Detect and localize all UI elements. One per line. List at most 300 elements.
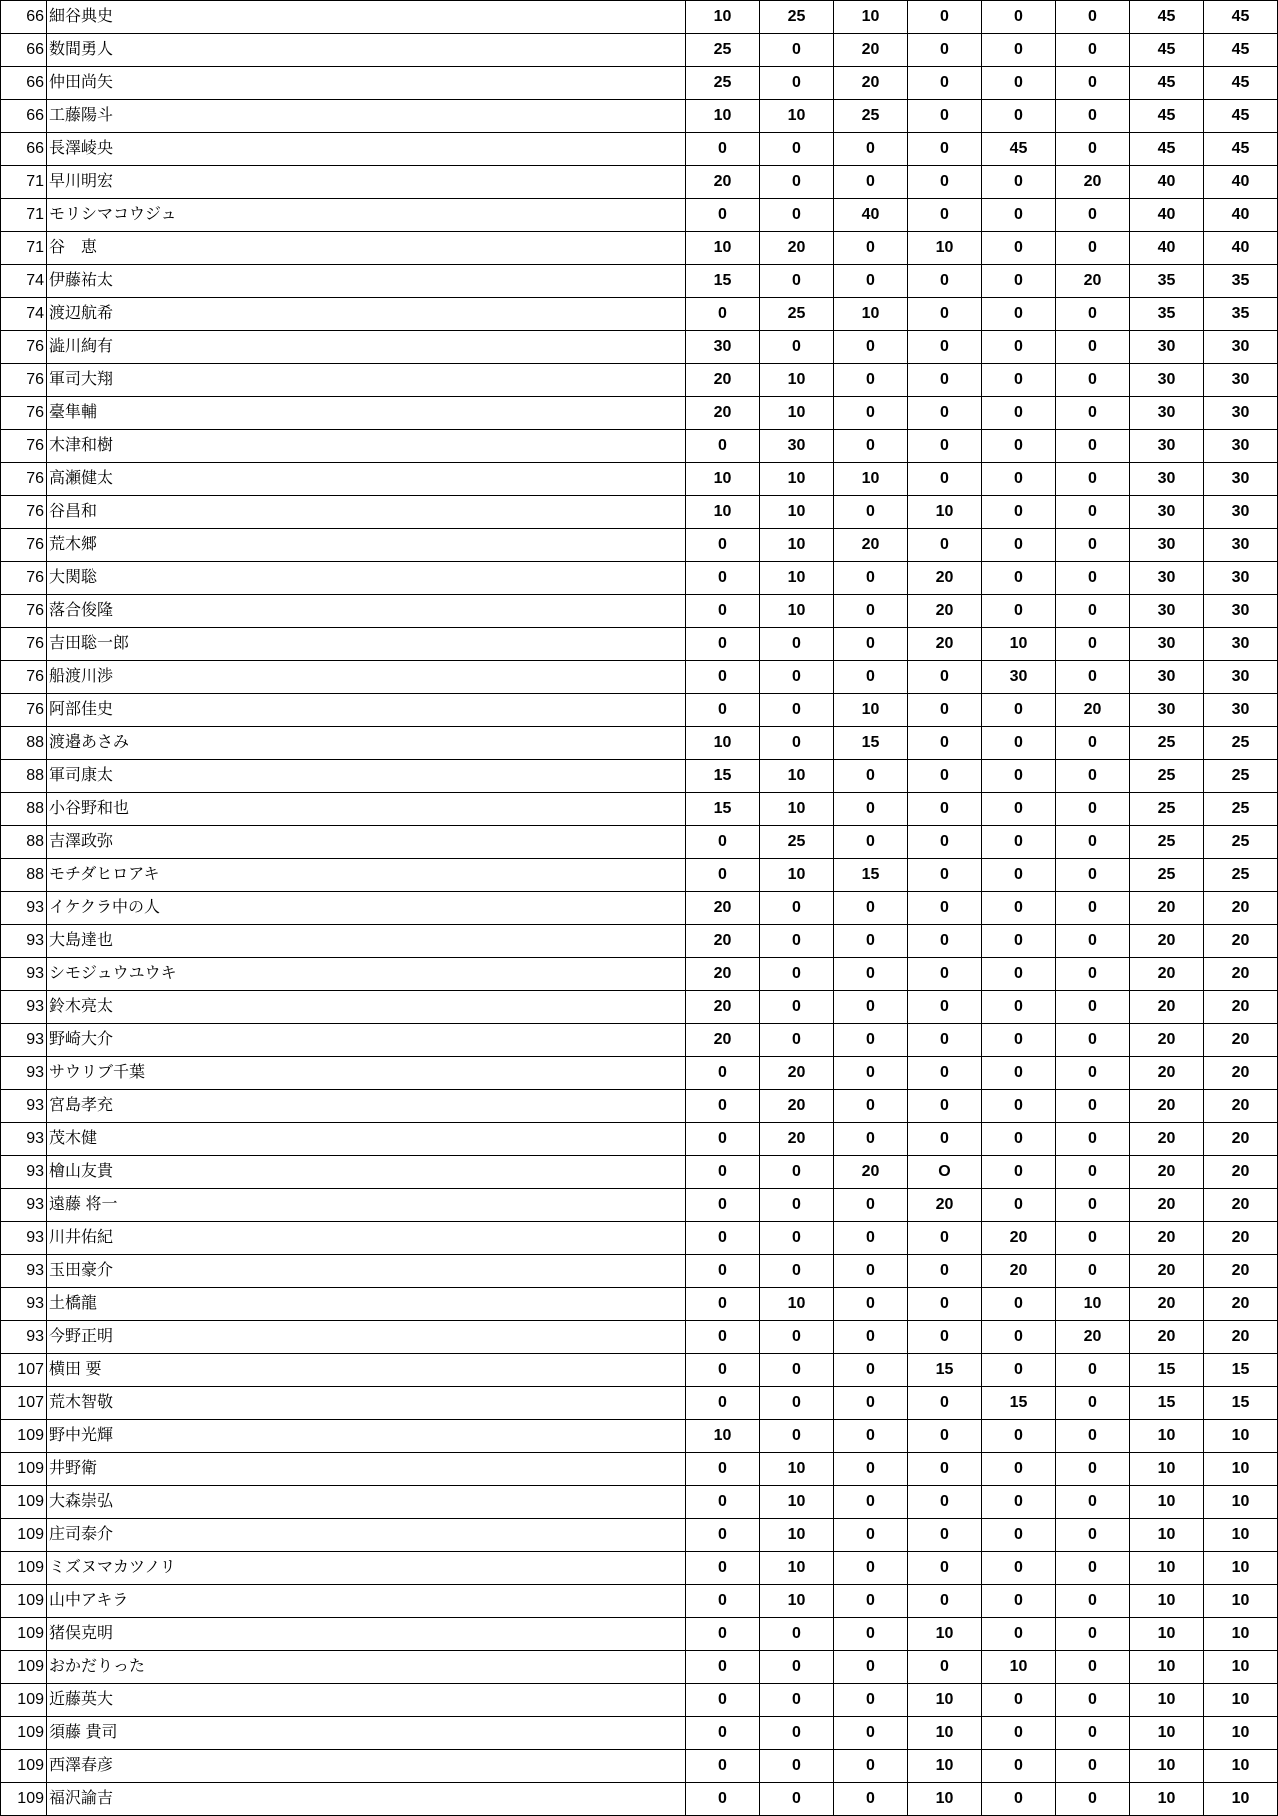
round-points-cell: 0	[686, 1552, 760, 1585]
player-name-cell: 木津和樹	[47, 430, 196, 463]
round-points-cell: 0	[1056, 925, 1130, 958]
round-points-cell: 0	[834, 1387, 908, 1420]
player-name-cell: 船渡川渉	[47, 661, 196, 694]
table-row	[1, 166, 1278, 199]
empty-cell	[196, 133, 686, 166]
round-points-cell: 0	[1056, 199, 1130, 232]
round-points-cell: 0	[1056, 760, 1130, 793]
empty-cell	[196, 1057, 686, 1090]
table-row	[1, 100, 1278, 133]
total-points-cell: 25	[1130, 826, 1204, 859]
round-points-cell: 10	[908, 1717, 982, 1750]
rank-cell: 109	[1, 1684, 47, 1717]
table-row	[1, 529, 1278, 562]
round-points-cell: 0	[908, 1453, 982, 1486]
round-points-cell: 0	[982, 892, 1056, 925]
round-points-cell: 0	[834, 1783, 908, 1816]
round-points-cell: 10	[686, 232, 760, 265]
round-points-cell: 0	[1056, 1618, 1130, 1651]
round-points-cell: 20	[686, 991, 760, 1024]
rank-cell: 71	[1, 166, 47, 199]
rank-cell: 76	[1, 430, 47, 463]
empty-cell	[196, 1750, 686, 1783]
table-row	[1, 331, 1278, 364]
rank-cell: 107	[1, 1387, 47, 1420]
round-points-cell: 0	[686, 1090, 760, 1123]
round-points-cell: 0	[1056, 529, 1130, 562]
empty-cell	[196, 727, 686, 760]
round-points-cell: 0	[760, 331, 834, 364]
round-points-cell: 0	[982, 1486, 1056, 1519]
round-points-cell: 0	[834, 397, 908, 430]
round-points-cell: 0	[982, 859, 1056, 892]
empty-cell	[196, 826, 686, 859]
total-points-cell: 30	[1130, 694, 1204, 727]
round-points-cell: 0	[982, 529, 1056, 562]
player-name-cell: 伊藤祐太	[47, 265, 196, 298]
round-points-cell: 20	[686, 925, 760, 958]
total-points-cell: 20	[1130, 958, 1204, 991]
rank-cell: 71	[1, 199, 47, 232]
round-points-cell: 0	[908, 958, 982, 991]
rank-cell: 66	[1, 34, 47, 67]
empty-cell	[196, 562, 686, 595]
round-points-cell: 0	[908, 199, 982, 232]
round-points-cell: 10	[686, 100, 760, 133]
empty-cell	[196, 1288, 686, 1321]
round-points-cell: 15	[908, 1354, 982, 1387]
total-points-cell: 30	[1204, 595, 1278, 628]
round-points-cell: 0	[1056, 1, 1130, 34]
player-name-cell: 長澤崚央	[47, 133, 196, 166]
player-name-cell: 玉田豪介	[47, 1255, 196, 1288]
round-points-cell: 0	[1056, 1420, 1130, 1453]
table-row	[1, 925, 1278, 958]
total-points-cell: 20	[1130, 1123, 1204, 1156]
round-points-cell: 10	[760, 1585, 834, 1618]
empty-cell	[196, 628, 686, 661]
round-points-cell: 0	[834, 1288, 908, 1321]
round-points-cell: 0	[1056, 133, 1130, 166]
round-points-cell: 0	[1056, 1684, 1130, 1717]
round-points-cell: 0	[982, 1, 1056, 34]
total-points-cell: 45	[1130, 133, 1204, 166]
round-points-cell: 0	[834, 1354, 908, 1387]
rank-cell: 74	[1, 265, 47, 298]
empty-cell	[196, 34, 686, 67]
round-points-cell: 20	[834, 67, 908, 100]
total-points-cell: 30	[1130, 397, 1204, 430]
round-points-cell: 10	[834, 1, 908, 34]
rank-cell: 76	[1, 661, 47, 694]
total-points-cell: 20	[1204, 991, 1278, 1024]
empty-cell	[196, 232, 686, 265]
rank-cell: 93	[1, 958, 47, 991]
table-row	[1, 1420, 1278, 1453]
player-name-cell: 数間勇人	[47, 34, 196, 67]
player-name-cell: 工藤陽斗	[47, 100, 196, 133]
round-points-cell: 0	[834, 958, 908, 991]
round-points-cell: 0	[908, 1321, 982, 1354]
player-name-cell: シモジュウユウキ	[47, 958, 196, 991]
total-points-cell: 10	[1204, 1453, 1278, 1486]
rank-cell: 76	[1, 529, 47, 562]
empty-cell	[196, 397, 686, 430]
round-points-cell: 15	[686, 265, 760, 298]
round-points-cell: 0	[686, 430, 760, 463]
round-points-cell: 0	[908, 793, 982, 826]
round-points-cell: 0	[908, 364, 982, 397]
round-points-cell: 0	[1056, 991, 1130, 1024]
table-row	[1, 1222, 1278, 1255]
rank-cell: 76	[1, 694, 47, 727]
table-row	[1, 1387, 1278, 1420]
empty-cell	[196, 892, 686, 925]
total-points-cell: 10	[1204, 1585, 1278, 1618]
round-points-cell: 0	[760, 1783, 834, 1816]
total-points-cell: 35	[1204, 298, 1278, 331]
round-points-cell: 0	[908, 1057, 982, 1090]
rank-cell: 93	[1, 1057, 47, 1090]
round-points-cell: 10	[908, 232, 982, 265]
total-points-cell: 30	[1204, 562, 1278, 595]
total-points-cell: 45	[1130, 34, 1204, 67]
table-row	[1, 958, 1278, 991]
table-row	[1, 1057, 1278, 1090]
empty-cell	[196, 199, 686, 232]
round-points-cell: O	[908, 1156, 982, 1189]
table-row	[1, 67, 1278, 100]
total-points-cell: 45	[1204, 100, 1278, 133]
table-row	[1, 1651, 1278, 1684]
total-points-cell: 20	[1130, 1024, 1204, 1057]
total-points-cell: 20	[1130, 1255, 1204, 1288]
round-points-cell: 0	[834, 166, 908, 199]
player-name-cell: 猪俣克明	[47, 1618, 196, 1651]
table-row	[1, 859, 1278, 892]
round-points-cell: 0	[982, 562, 1056, 595]
round-points-cell: 0	[1056, 430, 1130, 463]
round-points-cell: 15	[834, 859, 908, 892]
round-points-cell: 30	[686, 331, 760, 364]
total-points-cell: 35	[1130, 265, 1204, 298]
rank-cell: 109	[1, 1585, 47, 1618]
round-points-cell: 0	[908, 892, 982, 925]
round-points-cell: 20	[760, 1057, 834, 1090]
round-points-cell: 0	[834, 1486, 908, 1519]
round-points-cell: 10	[908, 1684, 982, 1717]
rank-cell: 93	[1, 991, 47, 1024]
rank-cell: 109	[1, 1717, 47, 1750]
player-name-cell: 福沢諭吉	[47, 1783, 196, 1816]
round-points-cell: 0	[908, 1123, 982, 1156]
round-points-cell: 0	[760, 1354, 834, 1387]
round-points-cell: 0	[908, 1420, 982, 1453]
round-points-cell: 0	[834, 1420, 908, 1453]
total-points-cell: 10	[1130, 1684, 1204, 1717]
round-points-cell: 10	[908, 1618, 982, 1651]
total-points-cell: 25	[1204, 859, 1278, 892]
total-points-cell: 20	[1204, 1288, 1278, 1321]
round-points-cell: 0	[982, 595, 1056, 628]
round-points-cell: 0	[982, 1684, 1056, 1717]
total-points-cell: 30	[1130, 529, 1204, 562]
round-points-cell: 0	[982, 1750, 1056, 1783]
round-points-cell: 10	[908, 496, 982, 529]
total-points-cell: 30	[1204, 529, 1278, 562]
round-points-cell: 10	[686, 496, 760, 529]
round-points-cell: 0	[1056, 100, 1130, 133]
round-points-cell: 0	[760, 1156, 834, 1189]
round-points-cell: 0	[760, 1387, 834, 1420]
round-points-cell: 0	[760, 199, 834, 232]
total-points-cell: 10	[1204, 1684, 1278, 1717]
empty-cell	[196, 694, 686, 727]
round-points-cell: 0	[834, 331, 908, 364]
total-points-cell: 20	[1204, 958, 1278, 991]
round-points-cell: 0	[1056, 364, 1130, 397]
table-row	[1, 1123, 1278, 1156]
round-points-cell: 0	[686, 628, 760, 661]
total-points-cell: 20	[1204, 1057, 1278, 1090]
total-points-cell: 20	[1204, 1024, 1278, 1057]
round-points-cell: 0	[686, 1189, 760, 1222]
round-points-cell: 20	[834, 1156, 908, 1189]
round-points-cell: 0	[834, 1552, 908, 1585]
round-points-cell: 0	[1056, 1156, 1130, 1189]
round-points-cell: 0	[686, 1750, 760, 1783]
total-points-cell: 30	[1204, 661, 1278, 694]
round-points-cell: 0	[1056, 562, 1130, 595]
round-points-cell: 20	[760, 232, 834, 265]
rank-cell: 109	[1, 1618, 47, 1651]
round-points-cell: 0	[686, 1057, 760, 1090]
empty-cell	[196, 925, 686, 958]
round-points-cell: 0	[982, 298, 1056, 331]
round-points-cell: 0	[908, 133, 982, 166]
table-row	[1, 1321, 1278, 1354]
player-name-cell: 茂木健	[47, 1123, 196, 1156]
table-row	[1, 232, 1278, 265]
round-points-cell: 0	[1056, 892, 1130, 925]
rank-cell: 66	[1, 133, 47, 166]
player-name-cell: 宮島孝充	[47, 1090, 196, 1123]
table-row	[1, 1453, 1278, 1486]
rank-cell: 88	[1, 760, 47, 793]
round-points-cell: 0	[1056, 595, 1130, 628]
total-points-cell: 20	[1204, 1255, 1278, 1288]
round-points-cell: 0	[834, 562, 908, 595]
total-points-cell: 30	[1130, 562, 1204, 595]
total-points-cell: 25	[1204, 793, 1278, 826]
empty-cell	[196, 1321, 686, 1354]
round-points-cell: 0	[982, 925, 1056, 958]
total-points-cell: 20	[1204, 1123, 1278, 1156]
round-points-cell: 0	[982, 1618, 1056, 1651]
round-points-cell: 0	[982, 199, 1056, 232]
round-points-cell: 0	[982, 430, 1056, 463]
round-points-cell: 0	[760, 694, 834, 727]
round-points-cell: 20	[760, 1123, 834, 1156]
round-points-cell: 0	[686, 1453, 760, 1486]
empty-cell	[196, 1717, 686, 1750]
table-row	[1, 1090, 1278, 1123]
round-points-cell: 10	[760, 1486, 834, 1519]
rank-cell: 88	[1, 727, 47, 760]
round-points-cell: 0	[982, 760, 1056, 793]
round-points-cell: 0	[1056, 1189, 1130, 1222]
total-points-cell: 20	[1204, 892, 1278, 925]
round-points-cell: 0	[834, 661, 908, 694]
rank-cell: 76	[1, 595, 47, 628]
empty-cell	[196, 1783, 686, 1816]
table-row	[1, 661, 1278, 694]
round-points-cell: 0	[1056, 397, 1130, 430]
round-points-cell: 25	[760, 1, 834, 34]
round-points-cell: 0	[834, 1123, 908, 1156]
rank-cell: 109	[1, 1651, 47, 1684]
total-points-cell: 10	[1130, 1519, 1204, 1552]
player-name-cell: 荒木郷	[47, 529, 196, 562]
total-points-cell: 45	[1204, 67, 1278, 100]
round-points-cell: 0	[686, 1156, 760, 1189]
round-points-cell: 0	[760, 1321, 834, 1354]
total-points-cell: 10	[1204, 1486, 1278, 1519]
rank-cell: 76	[1, 463, 47, 496]
table-row	[1, 1354, 1278, 1387]
rank-cell: 93	[1, 1288, 47, 1321]
rank-cell: 66	[1, 67, 47, 100]
round-points-cell: 0	[982, 1585, 1056, 1618]
total-points-cell: 25	[1130, 793, 1204, 826]
round-points-cell: 0	[982, 232, 1056, 265]
player-name-cell: 早川明宏	[47, 166, 196, 199]
round-points-cell: 0	[908, 1255, 982, 1288]
round-points-cell: 0	[908, 1222, 982, 1255]
empty-cell	[196, 1387, 686, 1420]
round-points-cell: 30	[760, 430, 834, 463]
empty-cell	[196, 1354, 686, 1387]
table-row	[1, 1189, 1278, 1222]
rank-cell: 109	[1, 1453, 47, 1486]
round-points-cell: 0	[908, 529, 982, 562]
round-points-cell: 10	[760, 562, 834, 595]
round-points-cell: 10	[760, 595, 834, 628]
total-points-cell: 20	[1204, 1156, 1278, 1189]
total-points-cell: 25	[1204, 727, 1278, 760]
round-points-cell: 30	[982, 661, 1056, 694]
round-points-cell: 0	[1056, 331, 1130, 364]
round-points-cell: 0	[1056, 1750, 1130, 1783]
table-row	[1, 265, 1278, 298]
empty-cell	[196, 1453, 686, 1486]
total-points-cell: 30	[1130, 661, 1204, 694]
round-points-cell: 0	[686, 199, 760, 232]
total-points-cell: 30	[1204, 331, 1278, 364]
empty-cell	[196, 463, 686, 496]
total-points-cell: 30	[1130, 364, 1204, 397]
player-name-cell: 大島達也	[47, 925, 196, 958]
round-points-cell: 0	[1056, 34, 1130, 67]
table-row	[1, 1288, 1278, 1321]
total-points-cell: 10	[1130, 1453, 1204, 1486]
empty-cell	[196, 298, 686, 331]
round-points-cell: 10	[760, 760, 834, 793]
round-points-cell: 0	[982, 265, 1056, 298]
round-points-cell: 10	[834, 463, 908, 496]
player-name-cell: 吉澤政弥	[47, 826, 196, 859]
table-row	[1, 892, 1278, 925]
round-points-cell: 0	[1056, 1123, 1130, 1156]
total-points-cell: 30	[1204, 496, 1278, 529]
round-points-cell: 15	[834, 727, 908, 760]
empty-cell	[196, 1519, 686, 1552]
round-points-cell: 10	[908, 1783, 982, 1816]
round-points-cell: 0	[834, 1255, 908, 1288]
round-points-cell: 0	[982, 991, 1056, 1024]
round-points-cell: 0	[834, 430, 908, 463]
round-points-cell: 0	[982, 727, 1056, 760]
round-points-cell: 0	[1056, 1552, 1130, 1585]
round-points-cell: 0	[686, 1486, 760, 1519]
round-points-cell: 0	[1056, 1783, 1130, 1816]
round-points-cell: 0	[834, 1321, 908, 1354]
round-points-cell: 0	[982, 364, 1056, 397]
table-row	[1, 760, 1278, 793]
round-points-cell: 0	[686, 1321, 760, 1354]
player-name-cell: 遠藤 将一	[47, 1189, 196, 1222]
round-points-cell: 10	[686, 463, 760, 496]
round-points-cell: 0	[760, 1618, 834, 1651]
round-points-cell: 0	[982, 1288, 1056, 1321]
round-points-cell: 10	[834, 694, 908, 727]
empty-cell	[196, 1486, 686, 1519]
rank-cell: 76	[1, 562, 47, 595]
table-row	[1, 1750, 1278, 1783]
round-points-cell: 0	[834, 1090, 908, 1123]
player-name-cell: 谷 恵	[47, 232, 196, 265]
round-points-cell: 0	[908, 1288, 982, 1321]
round-points-cell: 0	[686, 1783, 760, 1816]
player-name-cell: 山中アキラ	[47, 1585, 196, 1618]
round-points-cell: 45	[982, 133, 1056, 166]
round-points-cell: 0	[982, 826, 1056, 859]
rank-cell: 66	[1, 100, 47, 133]
round-points-cell: 0	[1056, 1090, 1130, 1123]
rank-cell: 109	[1, 1552, 47, 1585]
round-points-cell: 0	[760, 67, 834, 100]
round-points-cell: 0	[834, 133, 908, 166]
total-points-cell: 10	[1130, 1618, 1204, 1651]
rank-cell: 109	[1, 1486, 47, 1519]
round-points-cell: 10	[686, 1420, 760, 1453]
player-name-cell: イケクラ中の人	[47, 892, 196, 925]
player-name-cell: 西澤春彦	[47, 1750, 196, 1783]
round-points-cell: 0	[760, 727, 834, 760]
total-points-cell: 30	[1130, 496, 1204, 529]
empty-cell	[196, 496, 686, 529]
empty-cell	[196, 67, 686, 100]
total-points-cell: 10	[1204, 1519, 1278, 1552]
player-name-cell: 川井佑紀	[47, 1222, 196, 1255]
rank-cell: 93	[1, 925, 47, 958]
table-row	[1, 1552, 1278, 1585]
round-points-cell: 10	[760, 1288, 834, 1321]
round-points-cell: 0	[982, 397, 1056, 430]
empty-cell	[196, 166, 686, 199]
round-points-cell: 0	[686, 859, 760, 892]
rank-cell: 71	[1, 232, 47, 265]
